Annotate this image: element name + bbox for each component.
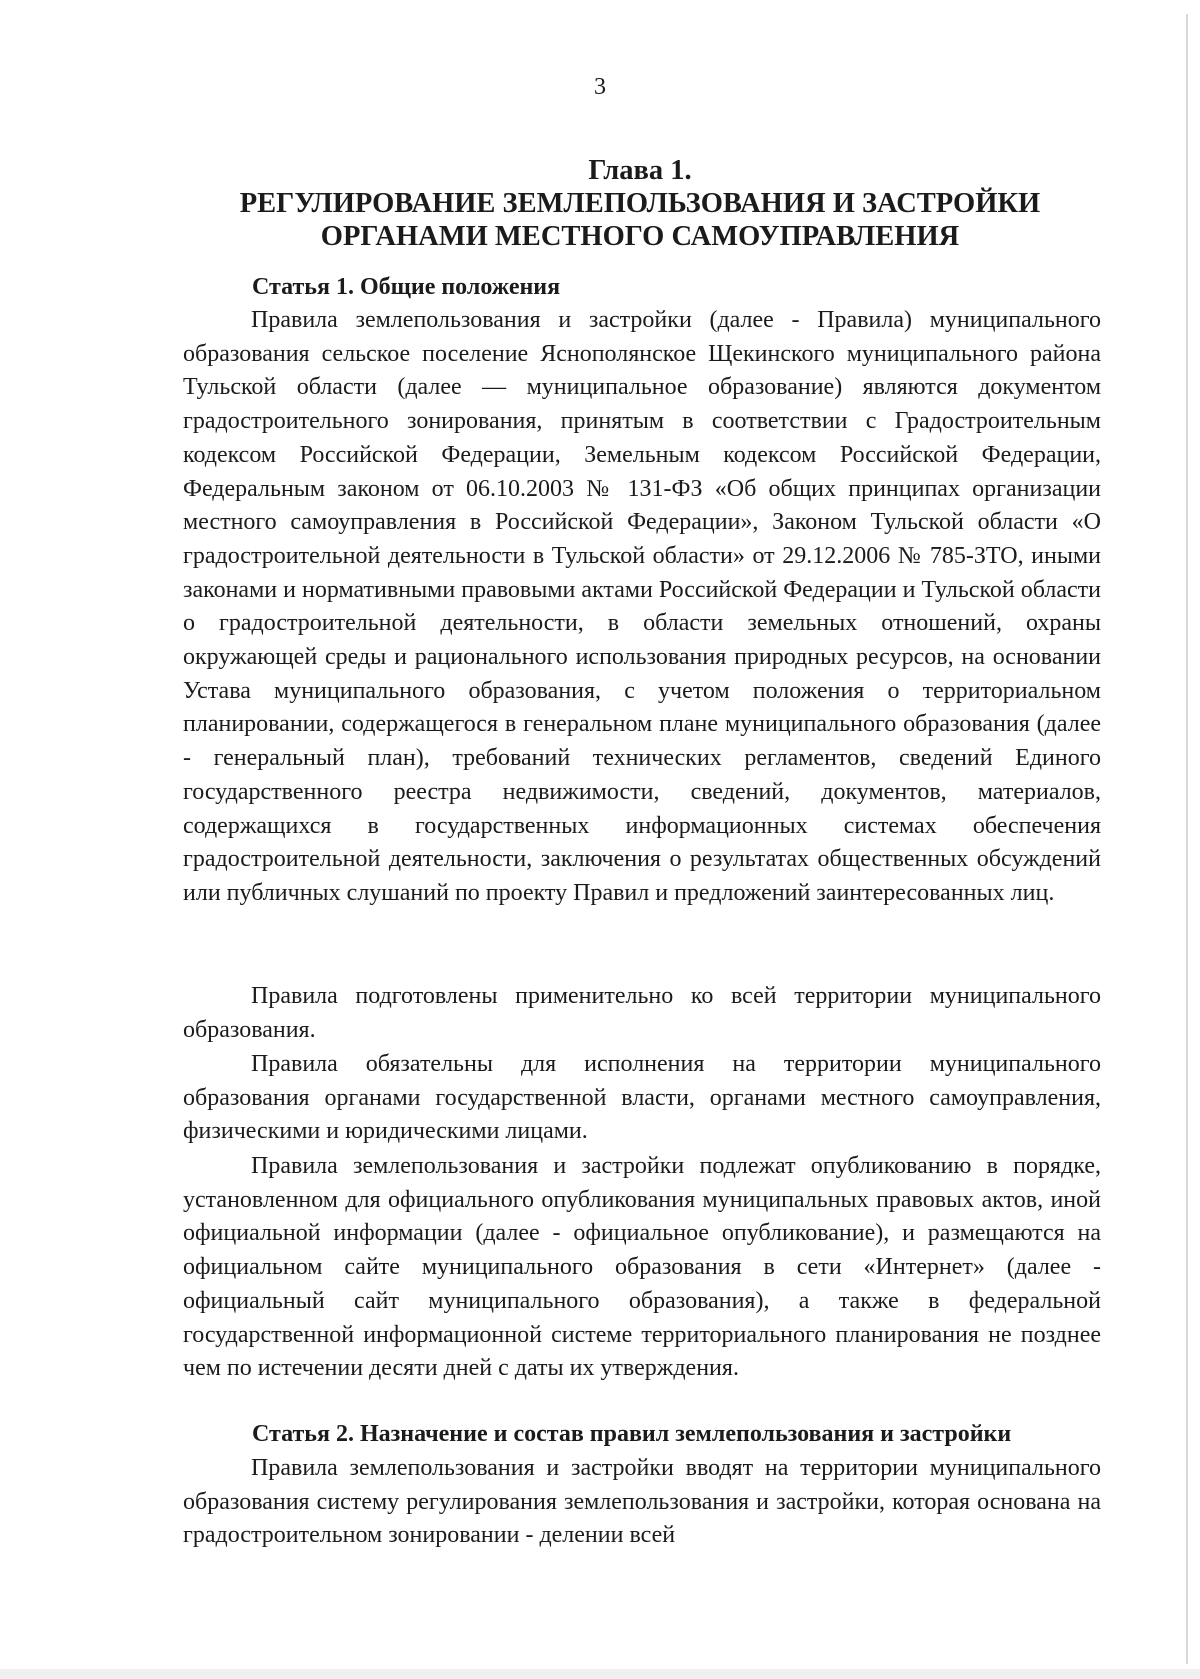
article-1-heading: Статья 1. Общие положения xyxy=(252,274,561,300)
article-1-paragraph-2: Правила подготовлены применительно ко всей территории муниципального образования. xyxy=(183,983,1101,1043)
chapter-title xyxy=(180,154,1100,253)
page-number: 3 xyxy=(594,74,606,100)
scan-edge-right xyxy=(1186,14,1188,1664)
article-1-paragraph-1: Правила землепользования и застройки (далее - Правила) муниципального образования сельское поселение Яснополянское Щекинского муниципального района Тульской области (далее — муниципальное образование) являются документом градостроительного зонирования, принятым в соответствии с Градостроительным кодексом Российской Федерации, Земельным кодексом Российской Федерации, Федеральным законом от 06.10.2003 № 131-ФЗ «Об общих принципах организации местного самоуправления в Российской Федерации», Законом Тульской области «О градостроительной деятельности в Тульской области» от 29.12.2006 № 785-ЗТО, иными законами и нормативными правовыми актами Российской Федерации и Тульской области о градостроительной деятельности, в области земельных отношений, охраны окружающей среды и рационального использования природных ресурсов, на основании Устава муниципального образования, с учетом положения о территориальном планировании, содержащегося в генеральном плане муниципального образования (далее - генеральный план), требований технических регламентов, сведений Единого государственного реестра недвижимости, сведений, документов, материалов, содержащихся в государственных информационных системах обеспечения градостроительной деятельности, заключения о результатах общественных обсуждений или публичных слушаний по проекту Правил и предложений заинтересованных лиц. xyxy=(183,307,1101,906)
article-1-paragraph-4: Правила землепользования и застройки подлежат опубликованию в порядке, установленном для официального опубликования муниципальных правовых актов, иной официальной информации (далее - официальное опубликование), и размещаются на официальном сайте муниципального образования в сети «Интернет» (далее - официальный сайт муниципального образования), а также в федеральной государственной информационной системе территориального планирования не позднее чем по истечении десяти дней с даты их утверждения. xyxy=(183,1153,1101,1382)
article-1-paragraph-3: Правила обязательны для исполнения на территории муниципального образования органами государственной власти, органами местного самоуправления, физическими и юридическими лицами. xyxy=(183,1051,1101,1145)
chapter-number: Глава 1. xyxy=(588,155,692,186)
scan-edge-bottom xyxy=(0,1669,1200,1679)
article-2-paragraph-1: Правила землепользования и застройки вводят на территории муниципального образования систему регулирования землепользования и застройки, которая основана на градостроительном зонировании - делении всей xyxy=(183,1455,1101,1549)
chapter-name-line-2: ОРГАНАМИ МЕСТНОГО САМОУПРАВЛЕНИЯ xyxy=(320,221,960,252)
chapter-name-line-1: РЕГУЛИРОВАНИЕ ЗЕМЛЕПОЛЬЗОВАНИЯ И ЗАСТРОЙКИ xyxy=(239,188,1041,219)
article-2-heading: Статья 2. Назначение и состав правил землепользования и застройки xyxy=(252,1421,1012,1447)
